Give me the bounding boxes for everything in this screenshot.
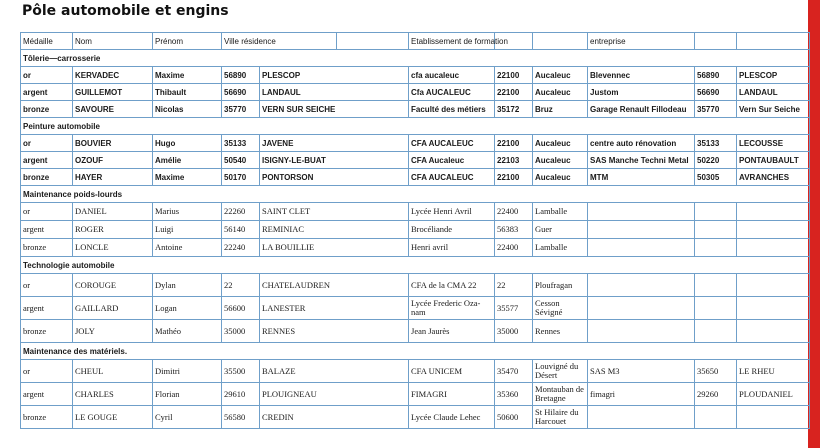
cell-first-name: Marius (153, 203, 222, 221)
cell-medal: argent (21, 221, 73, 239)
cell-school-postcode: 56383 (495, 221, 533, 239)
cell-first-name: Amélie (153, 152, 222, 169)
table-row (21, 239, 810, 257)
cell-school-postcode: 35172 (495, 101, 533, 118)
cell-medal: or (21, 67, 73, 84)
cell-first-name: Luigi (153, 221, 222, 239)
cell-home-postcode: 29610 (222, 383, 260, 406)
cell-company-postcode: 56690 (695, 84, 737, 101)
cell-school-postcode: 35000 (495, 320, 533, 343)
cell-company-postcode (695, 406, 737, 429)
section-row (21, 118, 810, 135)
table-row (21, 383, 810, 406)
cell-home-postcode: 22 (222, 274, 260, 297)
cell-last-name: GUILLEMOT (73, 84, 153, 101)
cell-home-city: SAINT CLET (260, 203, 409, 221)
cell-home-postcode: 56600 (222, 297, 260, 320)
cell-school-city: Aucaleuc (533, 169, 588, 186)
cell-home-postcode: 56690 (222, 84, 260, 101)
cell-school-postcode: 22100 (495, 135, 533, 152)
cell-company-name: fimagri (588, 383, 695, 406)
cell-school-city: Guer (533, 221, 588, 239)
cell-company-name (588, 203, 695, 221)
cell-company-postcode: 50305 (695, 169, 737, 186)
cell-medal: or (21, 274, 73, 297)
cell-home-city: RENNES (260, 320, 409, 343)
table-row (21, 360, 810, 383)
table-row (21, 320, 810, 343)
cell-home-city: PLOUIGNEAU (260, 383, 409, 406)
cell-medal: or (21, 135, 73, 152)
cell-last-name: KERVADEC (73, 67, 153, 84)
column-header (737, 33, 810, 50)
cell-school-postcode: 22100 (495, 67, 533, 84)
cell-company-postcode: 35133 (695, 135, 737, 152)
cell-school-postcode: 22400 (495, 239, 533, 257)
cell-first-name: Maxime (153, 67, 222, 84)
column-header: Nom (73, 33, 153, 50)
cell-last-name: ROGER (73, 221, 153, 239)
cell-company-postcode (695, 297, 737, 320)
cell-company-city (737, 239, 810, 257)
cell-company-postcode (695, 320, 737, 343)
cell-medal: or (21, 203, 73, 221)
cell-company-city: Vern Sur Seiche (737, 101, 810, 118)
cell-school-name: CFA AUCALEUC (409, 135, 495, 152)
cell-company-city: PLOUDANIEL (737, 383, 810, 406)
cell-company-name: Justom (588, 84, 695, 101)
cell-first-name: Dimitri (153, 360, 222, 383)
cell-school-postcode: 22100 (495, 84, 533, 101)
cell-company-postcode (695, 239, 737, 257)
cell-last-name: GAILLARD (73, 297, 153, 320)
section-title: Peinture automobile (21, 118, 810, 135)
section-row (21, 186, 810, 203)
cell-first-name: Hugo (153, 135, 222, 152)
cell-company-city (737, 320, 810, 343)
column-header (337, 33, 409, 50)
column-header: entreprise (588, 33, 695, 50)
cell-home-city: PLESCOP (260, 67, 409, 84)
cell-first-name: Cyril (153, 406, 222, 429)
cell-school-city: Louvigné du Désert (533, 360, 588, 383)
cell-school-name: Henri avril (409, 239, 495, 257)
cell-school-name: cfa aucaleuc (409, 67, 495, 84)
cell-company-city (737, 203, 810, 221)
cell-company-postcode: 56890 (695, 67, 737, 84)
cell-medal: argent (21, 152, 73, 169)
cell-company-city (737, 297, 810, 320)
cell-home-city: VERN SUR SEICHE (260, 101, 409, 118)
table-row (21, 297, 810, 320)
cell-home-city: BALAZE (260, 360, 409, 383)
cell-school-city: Ploufragan (533, 274, 588, 297)
cell-school-city: Aucaleuc (533, 135, 588, 152)
cell-home-city: JAVENE (260, 135, 409, 152)
cell-home-postcode: 35133 (222, 135, 260, 152)
cell-school-postcode: 35470 (495, 360, 533, 383)
cell-company-name (588, 320, 695, 343)
cell-school-postcode: 35360 (495, 383, 533, 406)
cell-home-city: LANESTER (260, 297, 409, 320)
cell-company-name: SAS Manche Techni Metal (588, 152, 695, 169)
cell-company-city (737, 221, 810, 239)
cell-home-postcode: 35000 (222, 320, 260, 343)
cell-company-name: Garage Renault Fillodeau (588, 101, 695, 118)
cell-school-name: CFA AUCALEUC (409, 169, 495, 186)
cell-company-postcode (695, 274, 737, 297)
cell-first-name: Maxime (153, 169, 222, 186)
table-row (21, 169, 810, 186)
cell-school-postcode: 22 (495, 274, 533, 297)
cell-home-postcode: 50540 (222, 152, 260, 169)
column-header: Ville résidence (222, 33, 337, 50)
header-row (21, 33, 810, 50)
cell-school-postcode: 50600 (495, 406, 533, 429)
cell-first-name: Mathéo (153, 320, 222, 343)
cell-first-name: Antoine (153, 239, 222, 257)
cell-school-postcode: 22100 (495, 169, 533, 186)
cell-company-city: LE RHEU (737, 360, 810, 383)
cell-company-name (588, 221, 695, 239)
cell-medal: argent (21, 383, 73, 406)
cell-school-city: Cesson Sévigné (533, 297, 588, 320)
cell-medal: argent (21, 297, 73, 320)
cell-company-name: SAS M3 (588, 360, 695, 383)
cell-home-city: ISIGNY-LE-BUAT (260, 152, 409, 169)
cell-company-postcode (695, 203, 737, 221)
cell-last-name: HAYER (73, 169, 153, 186)
cell-company-name (588, 274, 695, 297)
cell-company-city: PONTAUBAULT (737, 152, 810, 169)
cell-school-city: Aucaleuc (533, 152, 588, 169)
cell-medal: or (21, 360, 73, 383)
section-row (21, 343, 810, 360)
cell-school-city: Aucaleuc (533, 84, 588, 101)
cell-school-city: Rennes (533, 320, 588, 343)
cell-school-name: Lycée Frederic Oza-nam (409, 297, 495, 320)
cell-school-postcode: 22103 (495, 152, 533, 169)
cell-school-postcode: 35577 (495, 297, 533, 320)
cell-company-city (737, 274, 810, 297)
cell-home-city: PONTORSON (260, 169, 409, 186)
table-row (21, 203, 810, 221)
cell-last-name: CHEUL (73, 360, 153, 383)
cell-company-city: AVRANCHES (737, 169, 810, 186)
cell-home-postcode: 35500 (222, 360, 260, 383)
cell-last-name: COROUGE (73, 274, 153, 297)
cell-home-city: LA BOUILLIE (260, 239, 409, 257)
cell-home-city: CHATELAUDREN (260, 274, 409, 297)
cell-school-name: CFA UNICEM (409, 360, 495, 383)
column-header: Etablissement de formation (409, 33, 495, 50)
cell-school-name: CFA de la CMA 22 (409, 274, 495, 297)
cell-medal: bronze (21, 101, 73, 118)
cell-company-name: centre auto rénovation (588, 135, 695, 152)
cell-school-postcode: 22400 (495, 203, 533, 221)
cell-school-city: Lamballe (533, 203, 588, 221)
table-row (21, 135, 810, 152)
cell-company-postcode: 29260 (695, 383, 737, 406)
cell-school-city: Lamballe (533, 239, 588, 257)
section-title: Maintenance des matériels. (21, 343, 810, 360)
cell-last-name: BOUVIER (73, 135, 153, 152)
cell-school-city: Bruz (533, 101, 588, 118)
cell-company-postcode: 35770 (695, 101, 737, 118)
cell-home-postcode: 22260 (222, 203, 260, 221)
cell-company-name: MTM (588, 169, 695, 186)
cell-first-name: Dylan (153, 274, 222, 297)
cell-school-name: Faculté des métiers (409, 101, 495, 118)
column-header (533, 33, 588, 50)
cell-medal: bronze (21, 239, 73, 257)
cell-company-name: Blevennec (588, 67, 695, 84)
cell-company-city (737, 406, 810, 429)
cell-first-name: Nicolas (153, 101, 222, 118)
cell-company-name (588, 406, 695, 429)
cell-company-postcode: 50220 (695, 152, 737, 169)
cell-school-name: Lycée Claude Lehec (409, 406, 495, 429)
cell-company-city: LANDAUL (737, 84, 810, 101)
cell-company-name (588, 239, 695, 257)
cell-home-postcode: 50170 (222, 169, 260, 186)
cell-medal: bronze (21, 169, 73, 186)
cell-home-city: CREDIN (260, 406, 409, 429)
cell-home-city: LANDAUL (260, 84, 409, 101)
section-title: Technologie automobile (21, 257, 810, 274)
cell-home-postcode: 56890 (222, 67, 260, 84)
cell-last-name: LONCLE (73, 239, 153, 257)
cell-home-postcode: 56140 (222, 221, 260, 239)
cell-home-postcode: 22240 (222, 239, 260, 257)
cell-home-postcode: 35770 (222, 101, 260, 118)
medal-table (20, 32, 810, 429)
column-header (695, 33, 737, 50)
table-row (21, 84, 810, 101)
cell-school-name: Lycée Henri Avril (409, 203, 495, 221)
cell-company-city: PLESCOP (737, 67, 810, 84)
table-row (21, 406, 810, 429)
cell-home-postcode: 56580 (222, 406, 260, 429)
cell-company-postcode (695, 221, 737, 239)
cell-last-name: CHARLES (73, 383, 153, 406)
cell-school-name: Cfa AUCALEUC (409, 84, 495, 101)
cell-medal: bronze (21, 406, 73, 429)
cell-last-name: DANIEL (73, 203, 153, 221)
cell-medal: argent (21, 84, 73, 101)
cell-school-name: FIMAGRI (409, 383, 495, 406)
cell-last-name: SAVOURE (73, 101, 153, 118)
cell-home-city: REMINIAC (260, 221, 409, 239)
cell-school-city: St Hilaire du Harcouet (533, 406, 588, 429)
cell-last-name: OZOUF (73, 152, 153, 169)
section-title: Maintenance poids-lourds (21, 186, 810, 203)
cell-first-name: Logan (153, 297, 222, 320)
section-title: Tôlerie—carrosserie (21, 50, 810, 67)
cell-school-city: Montauban de Bretagne (533, 383, 588, 406)
cell-school-name: Jean Jaurès (409, 320, 495, 343)
section-row (21, 257, 810, 274)
table-row (21, 221, 810, 239)
cell-school-name: Brocéliande (409, 221, 495, 239)
page-title: Pôle automobile et engins (22, 3, 229, 19)
cell-school-city: Aucaleuc (533, 67, 588, 84)
column-header: Médaille (21, 33, 73, 50)
cell-first-name: Thibault (153, 84, 222, 101)
table-row (21, 274, 810, 297)
cell-company-postcode: 35650 (695, 360, 737, 383)
cell-last-name: JOLY (73, 320, 153, 343)
cell-school-name: CFA Aucaleuc (409, 152, 495, 169)
cell-medal: bronze (21, 320, 73, 343)
cell-company-city: LECOUSSE (737, 135, 810, 152)
table-row (21, 152, 810, 169)
column-header: Prénom (153, 33, 222, 50)
table-row (21, 67, 810, 84)
cell-first-name: Florian (153, 383, 222, 406)
section-row (21, 50, 810, 67)
cell-company-name (588, 297, 695, 320)
cell-last-name: LE GOUGE (73, 406, 153, 429)
table-row (21, 101, 810, 118)
